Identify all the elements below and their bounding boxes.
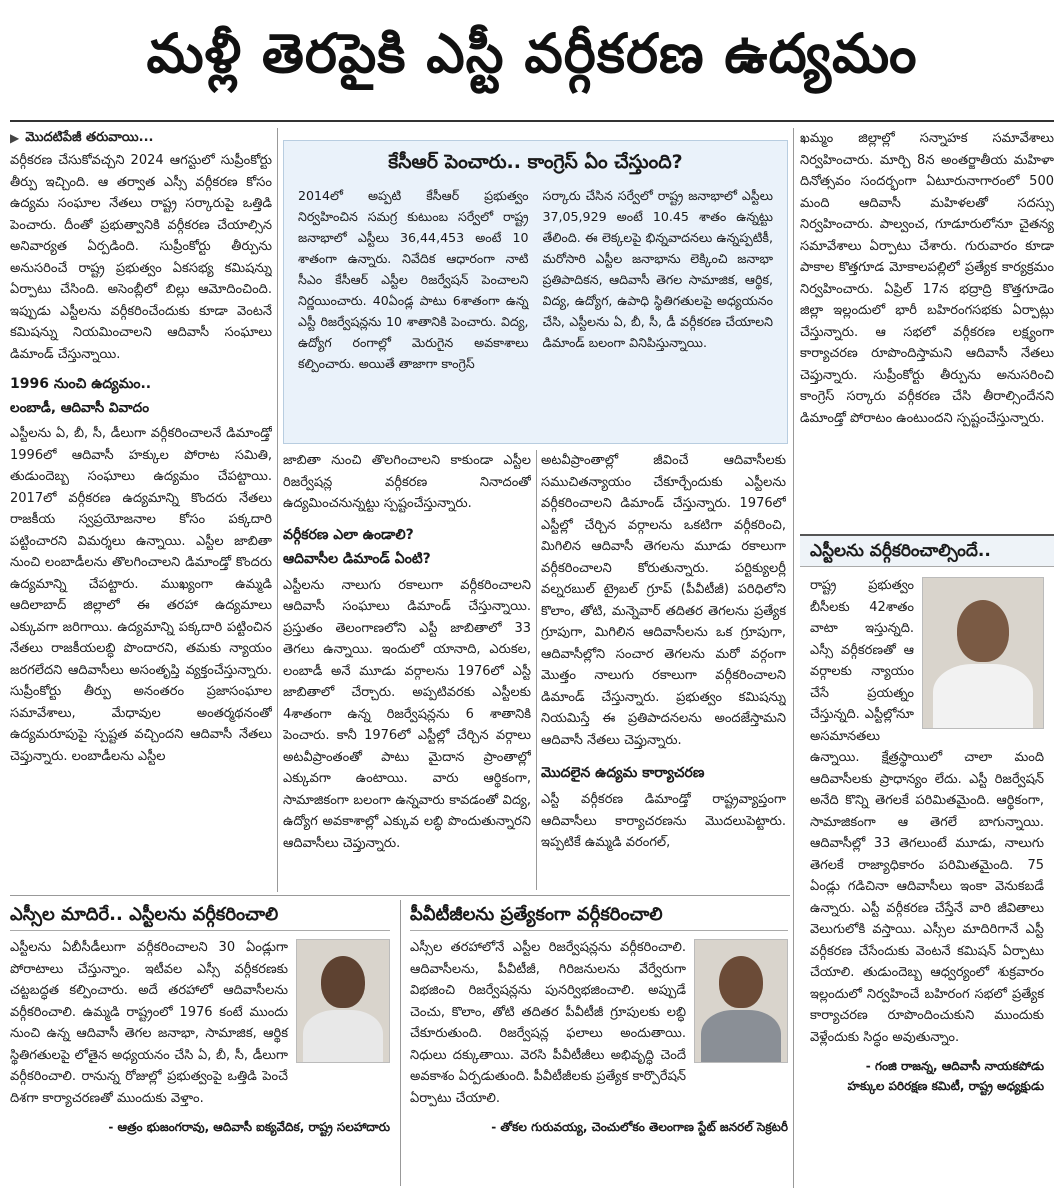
person-photo — [922, 577, 1044, 729]
quote-title: పీవీటీజీలను ప్రత్యేకంగా వర్గీకరించాలి — [410, 900, 788, 931]
person-photo — [694, 939, 788, 1063]
subheading: లంబాడీ, ఆదివాసీ వివాదం — [10, 400, 150, 416]
column-divider — [536, 450, 537, 890]
quote-box-bottom-left — [10, 900, 390, 1186]
subheading: 1996 నుంచి ఉద్యమం.. — [10, 376, 152, 392]
quote-paragraph: ఎస్టీలను ఏబీసీడీలుగా వర్గీకరించాలని 30 ఏండ్లుగా పోరాటాలు చేస్తున్నాం. ఇటీవల ఎస్సీ వర్గీకరణకు చట్టబద్ధత కల్పించారు. అదే తరహాలో ఆదివాసీలను వర్గీకరించాలి. ఉమ్మడి రాష్ట్రంలో 1976 కంటే ముందు నుంచి ఉన్న ఆదివాసీ తెగల జనాభా, సామాజిక, ఆర్థిక స్థితిగతులపై లోతైన అధ్యయనం చేసి ఏ, బీ, సీ, డీలుగా వర్గీకరించాలి. రానున్న రోజుల్లో ప్రభుత్వంపై ఒత్తిడి పెంచే దిశగా కార్యాచరణతో ముందుకు వెళ్తాం. — [10, 940, 288, 1106]
quote-title: ఎస్టీలను వర్గీకరించాల్సిందే.. — [800, 534, 1054, 567]
chevron-right-icon: ▶ — [10, 131, 20, 145]
column-1 — [10, 128, 272, 888]
subheading: ఆదివాసీల డిమాండ్ ఏంటి? — [283, 550, 431, 567]
column-divider — [277, 128, 278, 892]
box-column-left: 2014లో అప్పటి కేసీఆర్ ప్రభుత్వం నిర్వహించిన సమగ్ర కుటుంబ సర్వేలో రాష్ట్ర జనాభాలో ఎస్టీలు 36,44,453 అంటే 10 శాతంగా ఉన్నారు. నివేదిక ఆధారంగా నాటి సీఎం కేసీఆర్ ఎస్టీల రిజర్వేషన్ పెంచాలని నిర్ణయించారు. 40ఏండ్ల పాటు 6శాతంగా ఉన్న ఎస్టీ రిజర్వేషన్లను 10 శాతానికి పెంచారు. విద్య, ఉద్యోగ రంగాల్లో మెరుగైన అవకాశాలు కల్పించారు. అయితే తాజాగా కాంగ్రెస్ — [298, 188, 529, 371]
box-column-right: సర్కారు చేసిన సర్వేలో రాష్ట్ర జనాభాలో ఎస్టీలు 37,05,929 అంటే 10.45 శాతం ఉన్నట్టు తేలింది. ఈ లెక్కలపై భిన్నవాదనలు ఉన్నప్పటికీ, మరోసారి ఎస్టీల జనాభాను లెక్కించి జనాభా ప్రతిపాదికన, ఆదివాసీ తెగల సామాజిక, ఆర్థిక, విద్య, ఉద్యోగ, ఉపాధి స్థితిగతులపై అధ్యయనం చేసి, ఎస్టీలను ఏ, బీ, సీ, డీ వర్గీకరణ చేయాలని డిమాండ్ బలంగా వినిపిస్తున్నాయి. — [542, 188, 773, 350]
quote-box-bottom-right — [410, 900, 788, 1186]
column-divider — [793, 128, 794, 1188]
article-paragraph: ఖమ్మం జిల్లాల్లో సన్నాహక సమావేశాలు నిర్వహించారు. మార్చి 8న అంతర్జాతీయ మహిళా దినోత్సవం సందర్భంగా ఏటూరునాగారంలో 500 మంది ఆదివాసీ మహిళలతో సదస్సు నిర్వహించారు. పాల్వంచ, గూడూరులోనూ చైతన్య సమావేశాలు ఏర్పాటు చేశారు. గురువారం కూడా పాకాల కొత్తగూడ మోకాలపల్లిలో ప్రత్యేక కార్యక్రమం నిర్వహించారు. ఏప్రిల్ 17న భద్రాద్రి కొత్తగూడెం జిల్లా ఇల్లందులో భారీ బహిరంగసభకు ఏర్పాట్లు చేస్తున్నారు. ఆ సభలో వర్గీకరణ లక్ష్యంగా కార్యాచరణ రూపొందిస్తామని ఆదివాసీ నేతలు చెప్తున్నారు. సుప్రీంకోర్టు తీర్పును అనుసరించి కాంగ్రెస్ సర్కారు వర్గీకరణ చేసి తీరాల్సిందేనని డిమాండ్తో పోరాటం ఉంటుందని స్పష్టంచేస్తున్నారు. — [800, 131, 1054, 426]
continued-from-front-page — [10, 128, 272, 148]
article-paragraph: ఎస్టీలను ఏ, బీ, సీ, డీలుగా వర్గీకరించాలనే డిమాండ్తో 1996లో ఆదివాసీ హక్కుల పోరాట సమితి, తుడుందెబ్బ సంఘాలు ఉద్యమం చేపట్టాయి. 2017లో వర్గీకరణ ఉద్యమాన్ని కొందరు నేతలు రాజకీయ స్వప్రయోజనాల కోసం పక్కదారి పట్టించారని విమర్శలు ఉన్నాయి. ఎస్టీల జాబితా నుంచి లంబాడీలను తొలగించాలని డిమాండ్తో కొందరు ఉద్యమాన్ని చేపట్టారు. ముఖ్యంగా ఉమ్మడి ఆదిలాబాద్ జిల్లాలో ఈ తరహా ఉద్యమాలు ఎక్కువగా జరిగాయి. ఉద్యమాన్ని పక్కదారి పట్టించిన నేతలు రాజకీయలబ్ధి పొందారని, తమకు న్యాయం జరగలేదని ఆదివాసీలు అసంతృప్తి వ్యక్తంచేస్తున్నారు. సుప్రీంకోర్టు తీర్పు అనంతరం ప్రజాసంఘాల సమావేశాలు, మేధావుల అంతర్మథనంతో ఉద్యమరూపుపై స్పష్టత వచ్చిందని ఆదివాసీ నేతలు చెప్తున్నారు. లంబాడీలను ఎస్టీల — [10, 426, 272, 764]
article-paragraph: జాబితా నుంచి తొలగించాలని కాకుండా ఎస్టీల రిజర్వేషన్ల వర్గీకరణ నినాదంతో ఉద్యమించనున్నట్టు స్పష్టంచేస్తున్నారు. — [283, 453, 531, 511]
column-divider — [400, 900, 401, 1186]
column-3 — [541, 450, 786, 890]
quote-signature: - తోకల గురువయ్య, చెంచులోకం తెలంగాణ స్టేట్ జనరల్ సెక్రటరీ — [491, 1120, 788, 1134]
box-title: కేసీఆర్ పెంచారు.. కాంగ్రెస్ ఏం చేస్తుంది? — [388, 151, 683, 173]
headline-rule — [10, 120, 1054, 122]
article-paragraph: ఎస్టీ వర్గీకరణ డిమాండ్తో రాష్ట్రవ్యాప్తంగా ఆదివాసీలు కార్యాచరణను మొదలుపెట్టారు. ఇప్పటికే ఉమ్మడి వరంగల్, — [541, 792, 786, 850]
quote-signature: - ఆత్రం భుజంగరావు, ఆదివాసీ ఐక్యవేదిక, రాష్ట్ర సలహాదారు — [108, 1120, 390, 1134]
quote-box-right — [800, 534, 1054, 1188]
quote-signature: హక్కుల పరిరక్షణ కమిటీ, రాష్ట్ర అధ్యక్షుడు — [847, 1079, 1044, 1093]
person-photo — [296, 939, 390, 1063]
highlight-box — [283, 140, 788, 444]
bottom-divider — [10, 895, 790, 896]
jump-label: మొదటిపేజీ తరువాయి... — [25, 130, 154, 145]
subheading: వర్గీకరణ ఎలా ఉండాలి? — [283, 526, 414, 543]
quote-paragraph: ఎస్సీల తరహాలోనే ఎస్టీల రిజర్వేషన్లను వర్గీకరించాలి. ఆదివాసీలను, పీవీటీజీ, గిరిజనులను వేర్వేరుగా విభజించి రిజర్వేషన్లను పునర్విభజించాలి. అప్పుడే చెంచు, కొలాం, తోటి తదితర పీవీటీజీ గ్రూపులకు లబ్ధి చేకూరుతుంది. రిజర్వేషన్ల ఫలాలు అందుతాయి. నిధులు దక్కుతాయి. వెరసి పీవీటీజీలు అభివృద్ధి చెందే అవకాశం ఏర్పడుతుంది. పీవీటీజీలకు ప్రత్యేక కార్పొరేషన్ ఏర్పాటు చేయాలి. — [410, 940, 686, 1106]
column-2 — [283, 450, 531, 890]
column-4 — [800, 128, 1054, 523]
headline: మళ్లీ తెరపైకి ఎస్టీ వర్గీకరణ ఉద్యమం — [146, 21, 918, 85]
article-paragraph: ఎస్టీలను నాలుగు రకాలుగా వర్గీకరించాలని ఆదివాసీ సంఘాలు డిమాండ్ చేస్తున్నాయి. ప్రస్తుతం తెలంగాణలోని ఎస్టీ జాబితాలో 33 తెగలు ఉన్నాయి. ఇందులో యానాది, ఎరుకల, లంబాడీ అనే మూడు వర్గాలను 1976లో ఎస్టీ జాబితాలో చేర్చారు. అప్పటివరకు ఎస్టీలకు 4శాతంగా ఉన్న రిజర్వేషన్లను 6 శాతానికి పెంచారు. కానీ 1976లో ఎస్టీల్లో చేర్చిన వర్గాలు అటవీప్రాంతంతో పాటు మైదాన ప్రాంతాల్లో ఎక్కువగా ఉంటాయి. వారు ఆర్థికంగా, సామాజికంగా బలంగా ఉన్నవారు కావడంతో విద్య, ఉద్యోగ అవకాశాల్లో ఎక్కువ లబ్ధి పొందుతున్నారని ఆదివాసీలు చెప్తున్నారు. — [283, 577, 531, 851]
subheading: మొదలైన ఉద్యమ కార్యాచరణ — [541, 765, 705, 781]
article-paragraph: అటవీప్రాంతాల్లో జీవించే ఆదివాసీలకు సముచితన్యాయం చేకూర్చేందుకు ఎస్టీలను వర్గీకరించాలని డిమాండ్ చేస్తున్నారు. 1976లో ఎస్టీల్లో చేర్చిన వర్గాలను ఒకటిగా వర్గీకరించి, మిగిలిన ఆదివాసీ తెగలను మూడు రకాలుగా వర్గీకరించాలని కోరుతున్నారు. పర్టిక్యులర్లీ వల్నరబుల్ ట్రైబల్ గ్రూప్ (పీవీటీజీ) పరిధిలోని కొలాం, తోటి, మన్నెవార్ తదితర తెగలను ప్రత్యేక గ్రూపుగా, మిగిలిన ఆదివాసీలను ఒక గ్రూపుగా, ఆదివాసీల్లోని సంచార తెగలను మరో వర్గంగా మొత్తం నాలుగు రకాలుగా వర్గీకరించాలని డిమాండ్ చేస్తున్నారు. ప్రభుత్వం కమిషన్ను నియమిస్తే ఈ ప్రతిపాదనలను అందజేస్తామని ఆదివాసీ నేతలు చెప్తున్నారు. — [541, 453, 786, 748]
article-paragraph: వర్గీకరణ చేసుకోవచ్చని 2024 ఆగస్టులో సుప్రీంకోర్టు తీర్పు ఇచ్చింది. ఆ తర్వాత ఎస్సీ వర్గీకరణ కోసం ఉద్యమ సంఘాల నేతలు రాష్ట్ర సర్కారుపై ఒత్తిడి పెంచారు. దీంతో ప్రభుత్వానికి వర్గీకరణ చేయాల్సిన అనివార్యత ఏర్పడింది. సుప్రీంకోర్టు తీర్పును అనుసరించే రాష్ట్ర ప్రభుత్వం ఏకసభ్య కమిషన్ను ఏర్పాటు చేసింది. అసెంబ్లీలో బిల్లు ఆమోదించింది. ఇప్పుడు ఎస్టీలను వర్గీకరించేందుకు కూడా వెంటనే కమిషన్ను నియమించాలని ఆదివాసీ సంఘాలు డిమాండ్ చేస్తున్నాయి. — [10, 153, 272, 362]
quote-title: ఎస్సీల మాదిరే.. ఎస్టీలను వర్గీకరించాలి — [10, 900, 390, 931]
quote-signature: - గంజి రాజన్న, ఆదివాసీ నాయకపోడు — [865, 1059, 1044, 1073]
quote-paragraph: రాష్ట్ర ప్రభుత్వం బీసీలకు 42శాతం వాటా ఇస్తున్నది. ఎస్సీ వర్గీకరణతో ఆ వర్గాలకు న్యాయం చేసే ప్రయత్నం చేస్తున్నది. ఎస్టీల్లోనూ అసమానతలు ఉన్నాయి. క్షేత్రస్థాయిలో చాలా మంది ఆదివాసీలకు ప్రాధాన్యం లేదు. ఎస్టీ రిజర్వేషన్ అనేది కొన్ని తెగలకే పరిమితమైంది. ఆర్థికంగా, సామాజికంగా ఆ తెగలే బాగున్నాయి. ఆదివాసీల్లో 33 తెగలుంటే మూడు, నాలుగు తెగలకే రాజ్యాధికారం పరిమితమైంది. 75 ఏండ్లు గడిచినా ఆదివాసీలు ఇంకా వెనుకబడే ఉన్నారు. ఎస్టీ వర్గీకరణ చేస్తేనే వారి జీవితాలు వెలుగులోకి వస్తాయి. ఎస్సీల మాదిరిగానే ఎస్టీ వర్గీకరణ చేసేందుకు వెంటనే కమిషన్ ఏర్పాటు చేయాలి. తుడుందెబ్బ ఆధ్వర్యంలో శుక్రవారం ఇల్లందులో నిర్వహించే బహిరంగ సభలో ప్రత్యేక కార్యాచరణ రూపొందించుకుని ముందుకు వెళ్లేందుకు సిద్ధం అవుతున్నాం. — [810, 578, 1044, 1045]
